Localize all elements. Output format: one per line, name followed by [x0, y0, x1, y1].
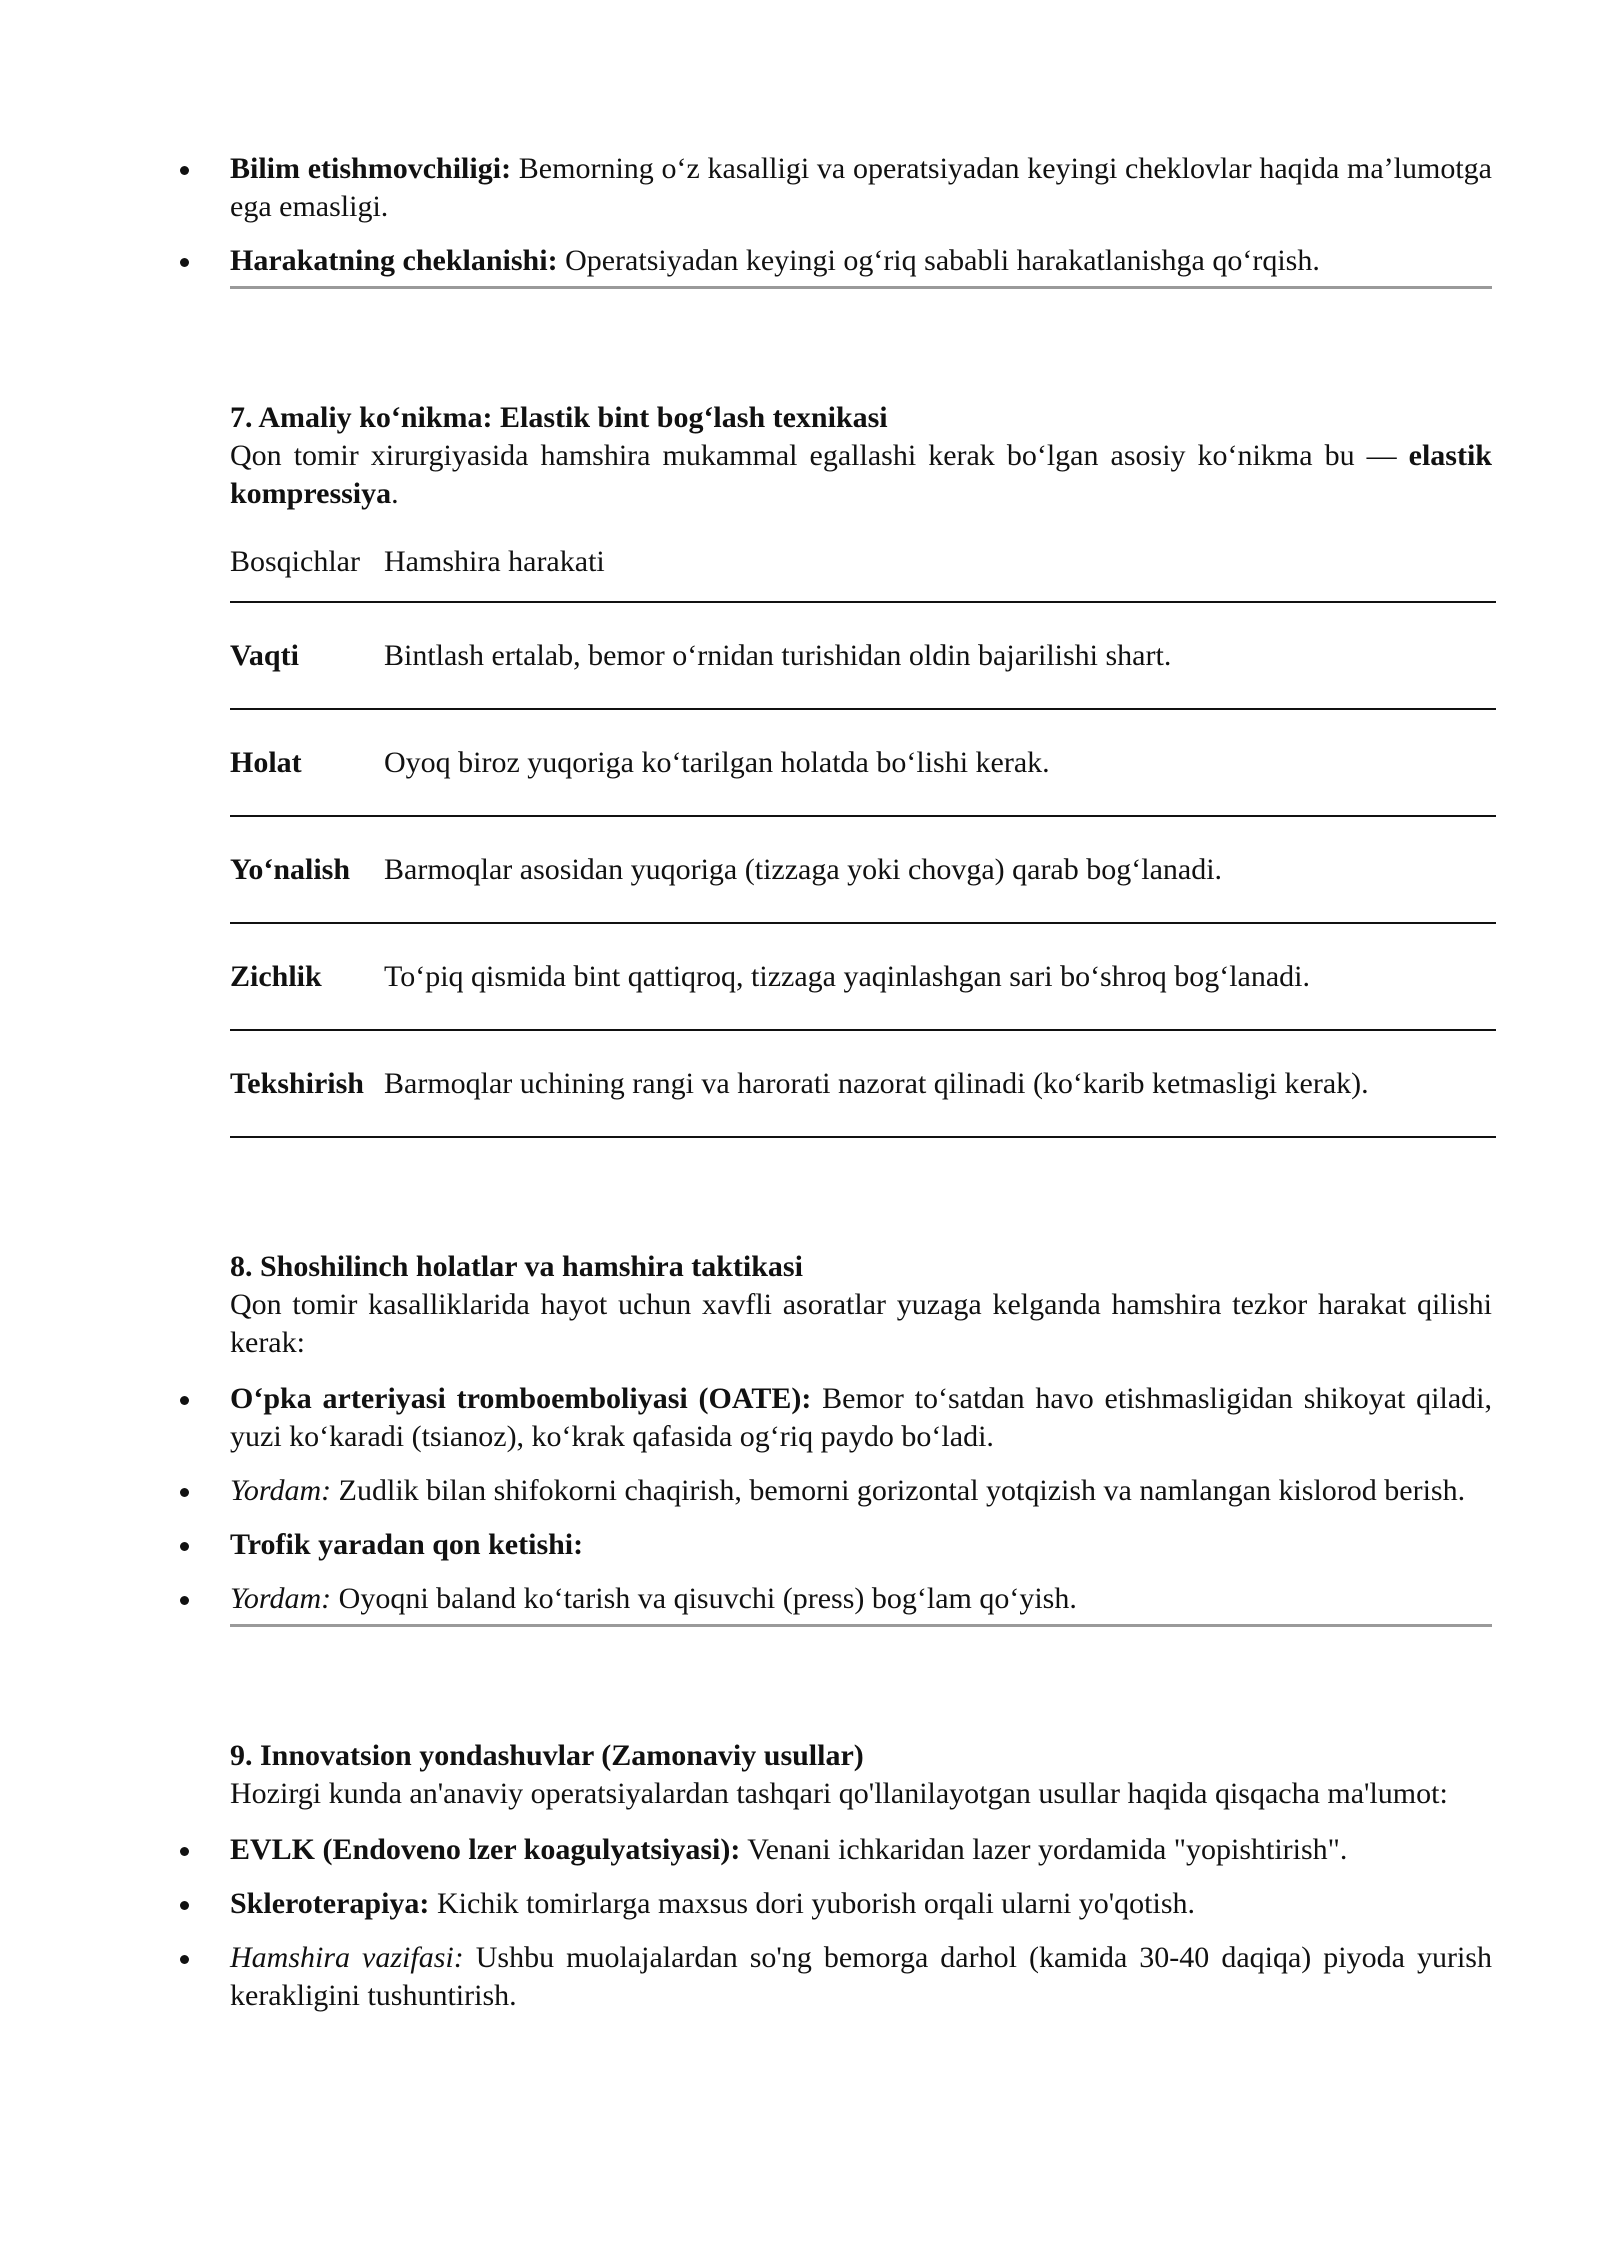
section-9-intro: Hozirgi kunda an'anaviy operatsiyalardan tashqari qo'llanilayotgan usullar haqida qisqacha ma'lumot: [230, 1777, 1448, 1810]
list-item-term: O‘pka arteriyasi tromboemboliyasi (OATE): [230, 1382, 812, 1415]
list-item-term: Skleroterapiya: [230, 1887, 430, 1920]
top-bullet-list [230, 150, 1492, 280]
table-cell-step: Yo‘nalish [230, 852, 351, 886]
list-item [230, 242, 1492, 280]
list-item [230, 1885, 1492, 1923]
list-item [230, 150, 1492, 226]
table-row [230, 817, 1496, 924]
list-item-term: Yordam: [230, 1474, 332, 1507]
list-item [230, 1526, 1492, 1564]
table-cell-action: To‘piq qismida bint qattiqroq, tizzaga yaqinlashgan sari bo‘shroq bog‘lanadi. [384, 959, 1311, 993]
table-cell-action: Barmoqlar asosidan yuqoriga (tizzaga yoki chovga) qarab bog‘lanadi. [384, 852, 1223, 886]
table-cell-action: Bintlash ertalab, bemor o‘rnidan turishidan oldin bajarilishi shart. [384, 638, 1172, 672]
table-cell-action: Oyoq biroz yuqoriga ko‘tarilgan holatda bo‘lishi kerak. [384, 745, 1050, 779]
list-item-text: Zudlik bilan shifokorni chaqirish, bemorni gorizontal yotqizish va namlangan kislorod berish. [331, 1474, 1466, 1507]
list-item-term: Bilim etishmovchiligi: [230, 152, 512, 185]
section-8-intro: Qon tomir kasalliklarida hayot uchun xavfli asoratlar yuzaga kelganda hamshira tezkor harakat qilishi kerak: [230, 1288, 1492, 1359]
list-item-term: Yordam: [230, 1582, 332, 1615]
section-7-title: 7. Amaliy ko‘nikma: Elastik bint bog‘lash texnikasi [230, 401, 888, 434]
table-header-steps: Bosqichlar [230, 545, 360, 578]
page-content [230, 150, 1492, 2031]
list-item [230, 1380, 1492, 1456]
section-8-list [230, 1380, 1492, 1618]
table-cell-step: Holat [230, 745, 302, 779]
list-item-text: Bemorning o‘z kasalligi va operatsiyadan keyingi cheklovlar haqida ma’lumotga ega emasligi. [230, 152, 1492, 223]
table-row [230, 603, 1496, 710]
list-item-text: Ushbu muolajalardan so'ng bemorga darhol (kamida 30-40 daqiqa) piyoda yurish kerakligini tushuntirish. [230, 1941, 1492, 2012]
section-9-list [230, 1831, 1492, 2015]
list-item-term: Hamshira vazifasi: [230, 1941, 464, 1974]
table-cell-step: Tekshirish [230, 1066, 364, 1100]
list-item [230, 1472, 1492, 1510]
table-cell-step: Zichlik [230, 959, 322, 993]
section-9-title: 9. Innovatsion yondashuvlar (Zamonaviy usullar) [230, 1739, 864, 1772]
list-item [230, 1831, 1492, 1869]
section-8 [230, 1248, 1492, 1627]
list-item-term: Harakatning cheklanishi: [230, 244, 558, 277]
list-item-text: Bemor to‘satdan havo etishmasligidan shikoyat qiladi, yuzi ko‘karadi (tsianoz), ko‘krak qafasida og‘riq paydo bo‘ladi. [230, 1382, 1492, 1453]
list-item-text: Oyoqni baland ko‘tarish va qisuvchi (press) bog‘lam qo‘yish. [331, 1582, 1077, 1615]
table-header-action: Hamshira harakati [384, 545, 605, 578]
section-7-intro: Qon tomir xirurgiyasida hamshira mukammal egallashi kerak bo‘lgan asosiy ko‘nikma bu — elastik kompressiya. [230, 439, 1492, 510]
table-cell-step: Vaqti [230, 638, 299, 672]
list-item-term: EVLK (Endoveno lzer koagulyatsiyasi): [230, 1833, 741, 1866]
table-row [230, 1031, 1496, 1138]
bandage-steps-table [230, 601, 1496, 1138]
list-item [230, 1580, 1492, 1618]
section-9 [230, 1737, 1492, 2015]
section-7 [230, 399, 1492, 1138]
section-8-title: 8. Shoshilinch holatlar va hamshira taktikasi [230, 1250, 803, 1283]
table-row [230, 924, 1496, 1031]
list-item-text: Venani ichkaridan lazer yordamida "yopishtirish". [740, 1833, 1348, 1866]
table-cell-action: Barmoqlar uchining rangi va harorati nazorat qilinadi (ko‘karib ketmasligi kerak). [384, 1066, 1369, 1100]
table-row [230, 710, 1496, 817]
list-item [230, 1939, 1492, 2015]
list-item-text: Operatsiyadan keyingi og‘riq sababli harakatlanishga qo‘rqish. [557, 244, 1320, 277]
list-item-term: Trofik yaradan qon ketishi: [230, 1528, 584, 1561]
table-header-row [230, 543, 1492, 583]
list-item-text: Kichik tomirlarga maxsus dori yuborish orqali ularni yo'qotish. [429, 1887, 1196, 1920]
